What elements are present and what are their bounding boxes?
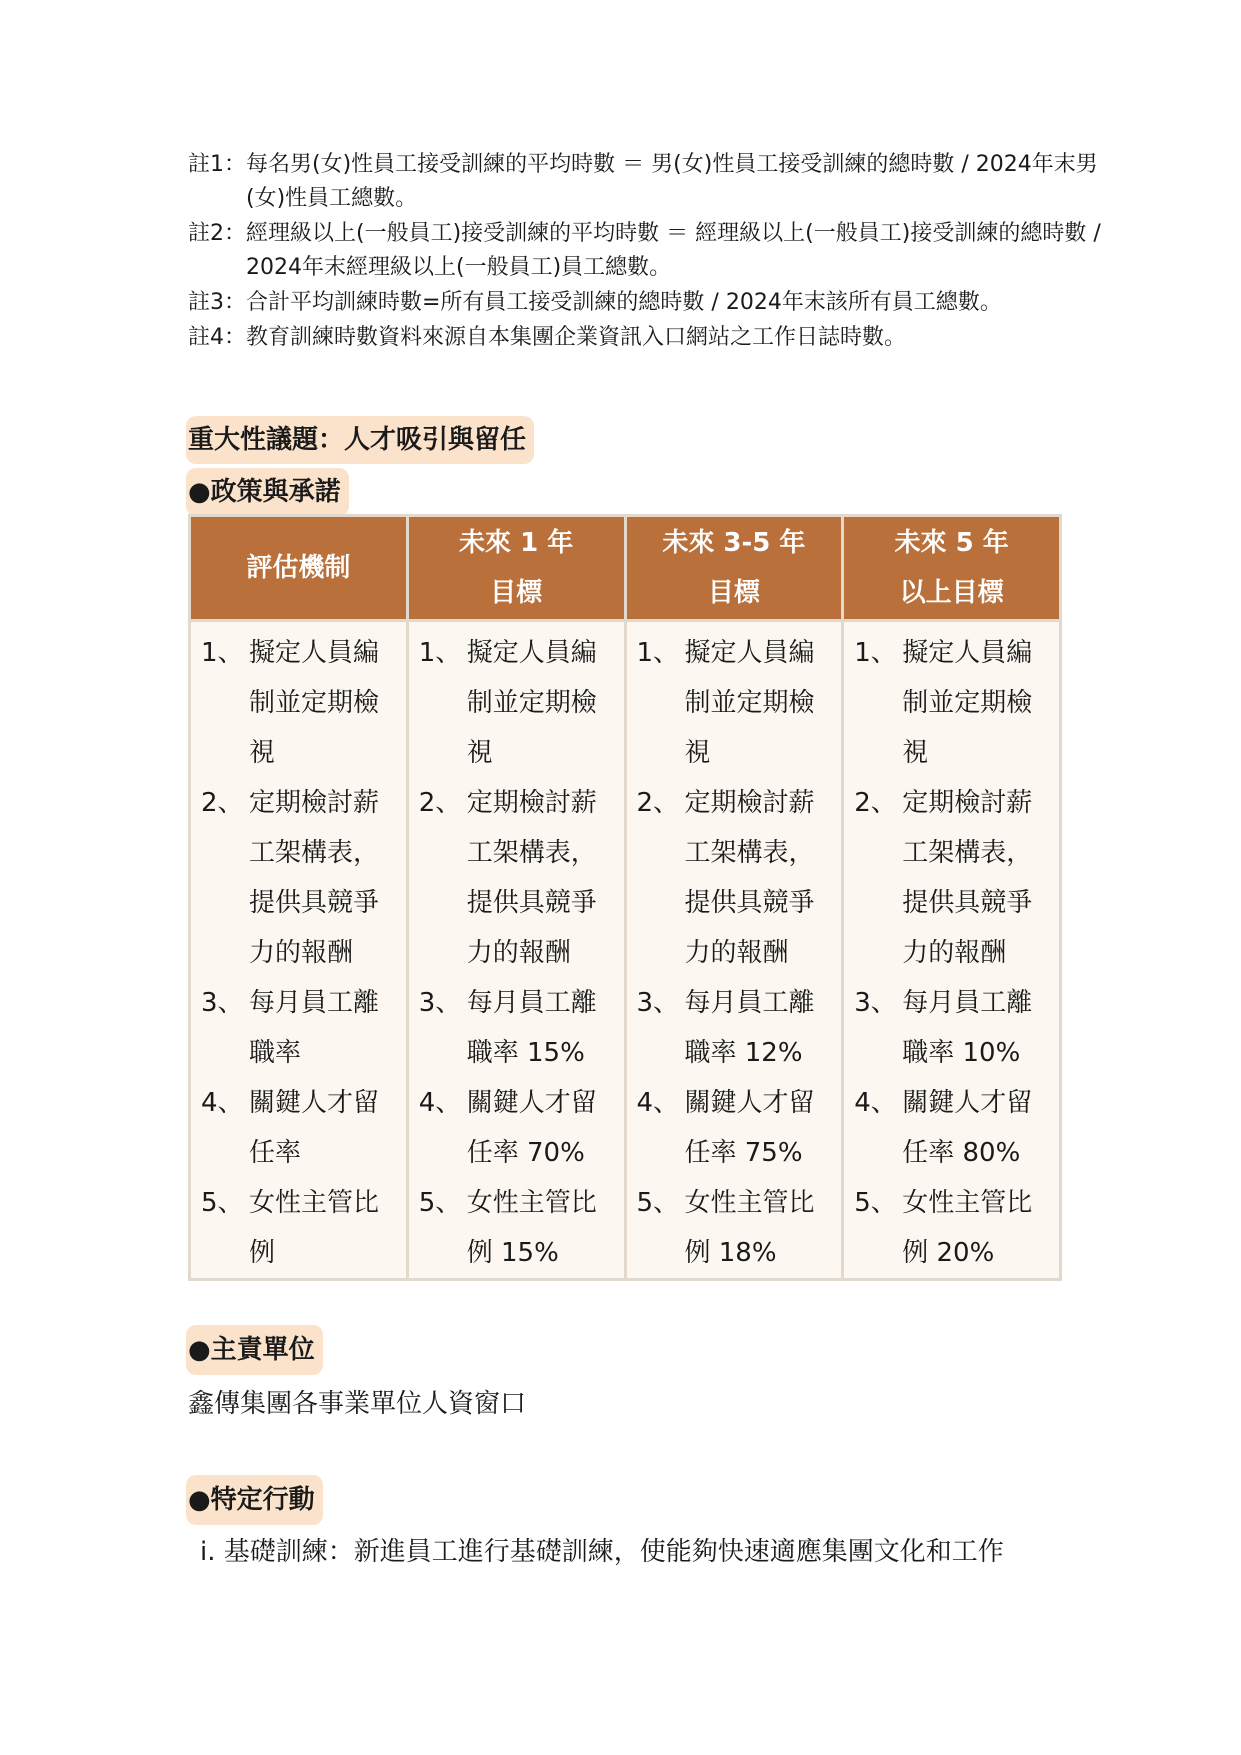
item-text: 每月員工離職率 15% [466, 988, 597, 1068]
item-text: 擬定人員編制並定期檢視 [684, 638, 815, 768]
list-item [201, 1178, 402, 1278]
table-cell [190, 621, 408, 1280]
header-cell: 未來 5 年 以上目標 [843, 516, 1061, 621]
list-item [637, 978, 838, 1078]
item-text: 女性主管比例 18% [684, 1188, 815, 1268]
header-cell: 未來 1 年 目標 [407, 516, 625, 621]
item-number: 5、 [854, 1188, 897, 1218]
note-text: 教育訓練時數資料來源自本集團企業資訊入口網站之工作日誌時數。 [246, 325, 907, 350]
notes-block [188, 148, 1118, 356]
item-text: 擬定人員編制並定期檢視 [249, 638, 380, 768]
list-item [854, 628, 1055, 778]
item-text: 定期檢討薪工架構表，提供具競爭力的報酬 [249, 788, 380, 968]
item-number: 2、 [201, 788, 244, 818]
specific-action-text: i. 基礎訓練：新進員工進行基礎訓練，使能夠快速適應集團文化和工作 [200, 1537, 1004, 1567]
note-label: 註3： [188, 290, 246, 315]
list-item [201, 628, 402, 778]
item-number: 5、 [418, 1188, 462, 1218]
table-cell [625, 621, 843, 1280]
header-cell: 未來 3-5 年 目標 [625, 516, 843, 621]
list-item [419, 978, 620, 1078]
note-item [188, 217, 1118, 285]
item-number: 5、 [636, 1188, 680, 1218]
item-number: 3、 [636, 988, 680, 1018]
note-label: 註2： [188, 221, 246, 246]
header-cell: 評估機制 [190, 516, 408, 621]
list-item [637, 628, 838, 778]
item-number: 2、 [636, 788, 680, 818]
list-item [854, 778, 1055, 978]
specific-action-heading: ●特定行動 [186, 1475, 323, 1525]
note-item [188, 286, 1118, 320]
list-item [419, 628, 620, 778]
note-item [188, 148, 1118, 216]
item-number: 3、 [201, 988, 244, 1018]
responsible-unit-heading: ●主責單位 [186, 1325, 323, 1375]
item-number: 4、 [418, 1088, 462, 1118]
item-number: 2、 [854, 788, 897, 818]
list-item [419, 1078, 620, 1178]
item-number: 1、 [418, 638, 462, 668]
item-number: 4、 [201, 1088, 244, 1118]
item-number: 4、 [854, 1088, 897, 1118]
item-number: 1、 [636, 638, 680, 668]
note-text: 經理級以上(一般員工)接受訓練的平均時數 ＝ 經理級以上(一般員工)接受訓練的總時數 / 2024年末經理級以上(一般員工)員工總數。 [246, 221, 1101, 280]
item-text: 關鍵人才留任率 80% [902, 1088, 1033, 1168]
item-text: 定期檢討薪工架構表，提供具競爭力的報酬 [466, 788, 597, 968]
responsible-unit-text: 鑫傳集團各事業單位人資窗口 [188, 1389, 527, 1419]
note-label: 註4： [188, 325, 246, 350]
list-item [637, 778, 838, 978]
list-item [419, 1178, 620, 1278]
list-item [637, 1178, 838, 1278]
list-item [854, 978, 1055, 1078]
list-item [201, 778, 402, 978]
item-text: 每月員工離職率 10% [902, 988, 1033, 1068]
item-number: 2、 [418, 788, 462, 818]
item-text: 定期檢討薪工架構表，提供具競爭力的報酬 [684, 788, 815, 968]
table-header-row [190, 516, 1061, 621]
item-number: 1、 [854, 638, 897, 668]
item-number: 1、 [201, 638, 244, 668]
item-number: 4、 [636, 1088, 680, 1118]
item-number: 3、 [854, 988, 897, 1018]
note-text: 每名男(女)性員工接受訓練的平均時數 ＝ 男(女)性員工接受訓練的總時數 / 2024年末男(女)性員工總數。 [246, 152, 1098, 211]
item-text: 女性主管比例 20% [902, 1188, 1033, 1268]
item-text: 女性主管比例 15% [466, 1188, 597, 1268]
note-item [188, 321, 1118, 355]
list-item [854, 1078, 1055, 1178]
item-text: 女性主管比例 [249, 1188, 380, 1268]
list-item [637, 1078, 838, 1178]
policy-table [188, 514, 1062, 1281]
section-title: 重大性議題：人才吸引與留任 [186, 416, 534, 464]
list-item [201, 1078, 402, 1178]
policy-heading: ●政策與承諾 [186, 468, 349, 516]
item-text: 關鍵人才留任率 70% [466, 1088, 597, 1168]
table-row [190, 621, 1061, 1280]
table-cell [843, 621, 1061, 1280]
item-number: 3、 [418, 988, 462, 1018]
table-cell [407, 621, 625, 1280]
list-item [419, 778, 620, 978]
item-number: 5、 [201, 1188, 244, 1218]
item-text: 每月員工離職率 12% [684, 988, 815, 1068]
list-item [854, 1178, 1055, 1278]
item-text: 關鍵人才留任率 [249, 1088, 380, 1168]
item-text: 每月員工離職率 [249, 988, 380, 1068]
note-text: 合計平均訓練時數=所有員工接受訓練的總時數 / 2024年末該所有員工總數。 [246, 290, 1002, 315]
item-text: 擬定人員編制並定期檢視 [902, 638, 1033, 768]
item-text: 擬定人員編制並定期檢視 [466, 638, 597, 768]
list-item [201, 978, 402, 1078]
item-text: 定期檢討薪工架構表，提供具競爭力的報酬 [902, 788, 1033, 968]
note-label: 註1： [188, 152, 246, 177]
item-text: 關鍵人才留任率 75% [684, 1088, 815, 1168]
